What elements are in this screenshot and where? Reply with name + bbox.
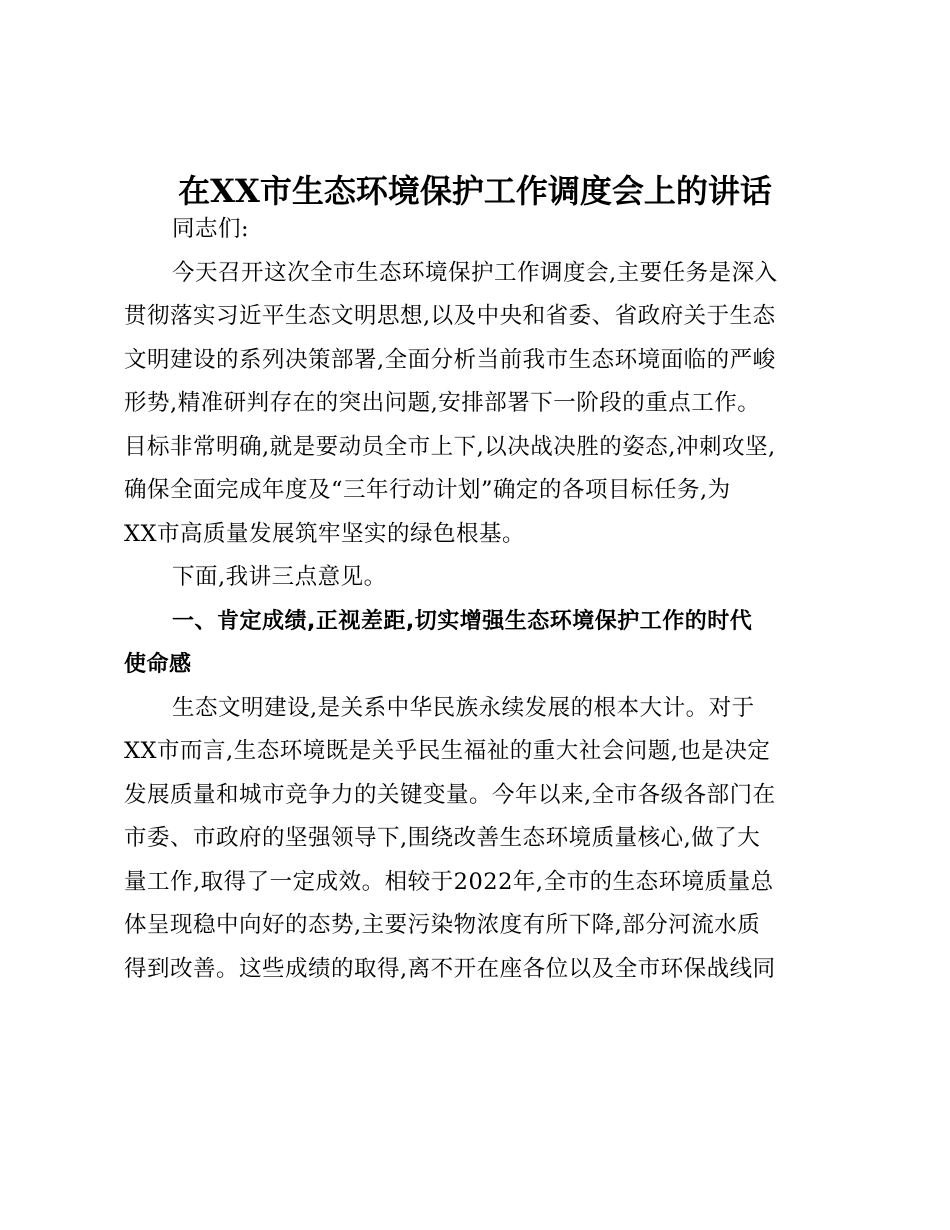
- text-line: 贯彻落实习近平生态文明思想,以及中央和省委、省政府关于生态: [124, 303, 776, 329]
- transition-paragraph: [124, 556, 840, 600]
- document-title: 在XX市生态环境保护工作调度会上的讲话: [178, 172, 772, 210]
- text-line: 量工作,取得了一定成效。相较于2022年,全市的生态环境质量总: [124, 868, 774, 895]
- section-1-heading: [124, 600, 840, 687]
- document-body: [124, 208, 840, 991]
- heading-line: 一、肯定成绩,正视差距,切实增强生态环境保护工作的时代: [172, 608, 753, 634]
- heading-line: 使命感: [124, 652, 192, 677]
- text-line: 得到改善。这些成绩的取得,离不开在座各位以及全市环保战线同: [124, 955, 776, 982]
- text-line: 市委、市政府的坚强领导下,围绕改善生态环境质量核心,做了大: [124, 825, 761, 851]
- salutation: [124, 208, 840, 252]
- text-line: 体呈现稳中向好的态势,主要污染物浓度有所下降,部分河流水质: [124, 912, 761, 938]
- text-line: 生态文明建设,是关系中华民族永续发展的根本大计。对于: [172, 694, 755, 721]
- intro-paragraph: [124, 252, 840, 557]
- text-line: 目标非常明确,就是要动员全市上下,以决战决胜的姿态,冲刺攻坚,: [124, 433, 776, 460]
- text-line: 发展质量和城市竞争力的关键变量。今年以来,全市各级各部门在: [124, 781, 776, 808]
- text-line: 文明建设的系列决策部署,全面分析当前我市生态环境面临的严峻: [124, 346, 776, 373]
- text-line: 今天召开这次全市生态环境保护工作调度会,主要任务是深入: [172, 259, 778, 286]
- text-line: XX市高质量发展筑牢坚实的绿色根基。: [124, 520, 526, 547]
- text-line: 形势,精准研判存在的突出问题,安排部署下一阶段的重点工作。: [124, 390, 761, 416]
- salutation-text: 同志们:: [172, 216, 250, 242]
- text-line: XX市而言,生态环境既是关乎民生福祉的重大社会问题,也是决定: [124, 738, 771, 764]
- text-line: 确保全面完成年度及“三年行动计划”确定的各项目标任务,为: [124, 477, 731, 503]
- section-1-paragraph: [124, 687, 840, 992]
- text-line: 下面,我讲三点意见。: [172, 564, 387, 590]
